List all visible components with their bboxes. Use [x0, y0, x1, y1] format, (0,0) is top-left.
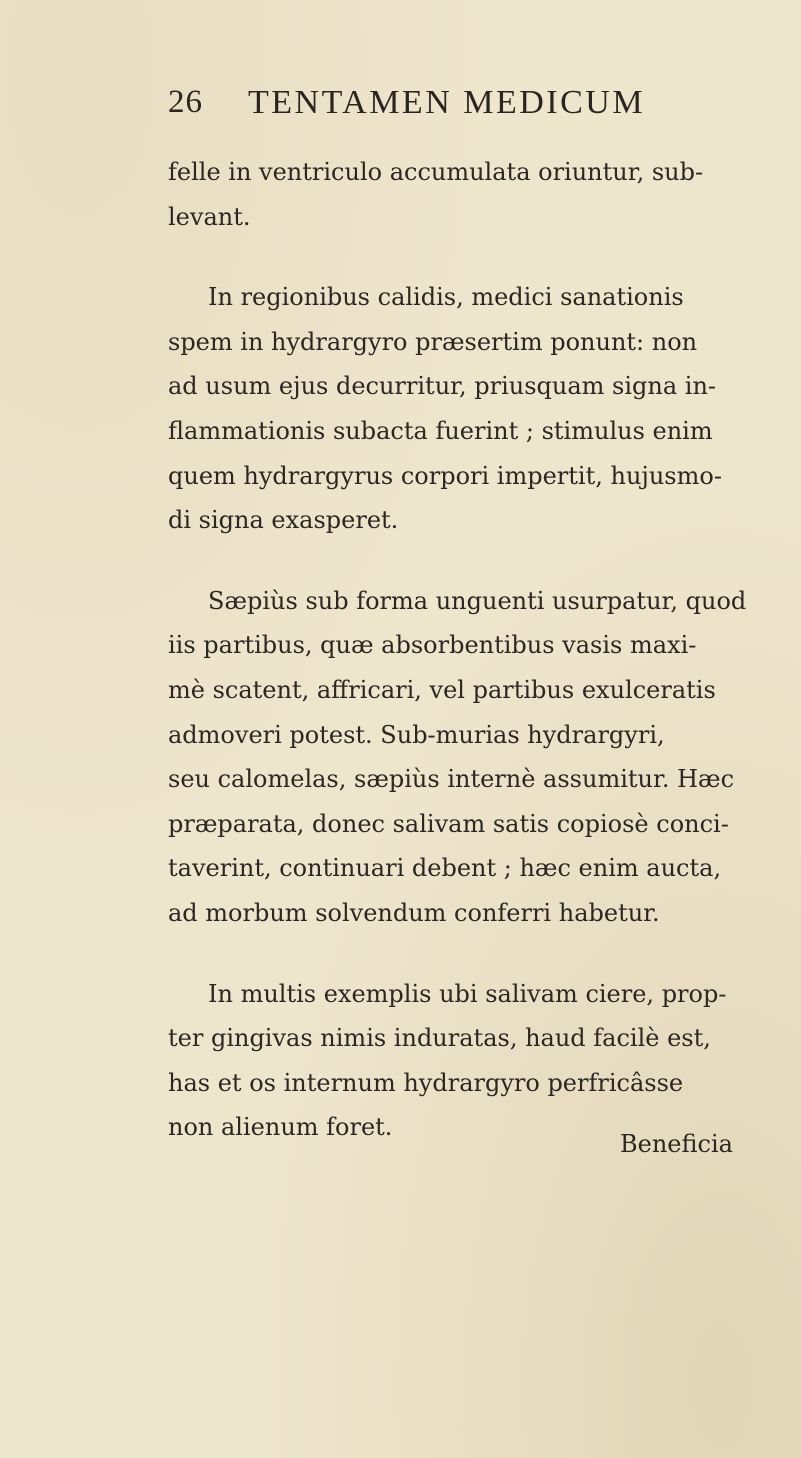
text-line: mè scatent, affricari, vel partibus exulceratis — [168, 675, 716, 704]
text-line: quem hydrargyrus corpori impertit, hujusmo- — [168, 461, 722, 490]
text-line: In regionibus calidis, medici sanationis — [208, 283, 684, 312]
text-line: felle in ventriculo accumulata oriuntur, sub- — [168, 158, 704, 186]
text-line: has et os internum hydrargyro perfricâsse — [168, 1068, 684, 1097]
page-number: 26 — [168, 84, 203, 120]
running-title: TENTAMEN MEDICUM — [248, 84, 646, 121]
text-line: spem in hydrargyro præsertim ponunt: non — [168, 327, 698, 356]
paragraph-1 — [168, 150, 788, 239]
text-line: taverint, continuari debent ; hæc enim aucta, — [168, 854, 722, 883]
text-line: ad usum ejus decurritur, priusquam signa in- — [168, 372, 717, 401]
text-line: admoveri potest. Sub-murias hydrargyri, — [168, 720, 665, 749]
body-text — [168, 150, 788, 1150]
text-line: ad morbum solvendum conferri habetur. — [168, 898, 660, 927]
text-line: di signa exasperet. — [168, 506, 399, 535]
text-line: Sæpiùs sub forma unguenti usurpatur, quod — [208, 586, 747, 615]
text-line: iis partibus, quæ absorbentibus vasis maxi- — [168, 631, 697, 660]
paragraph-2 — [168, 275, 788, 543]
paragraph-3 — [168, 579, 788, 936]
text-line: In multis exemplis ubi salivam ciere, prop- — [208, 979, 727, 1008]
text-line: levant. — [168, 202, 251, 231]
text-line: non alienum foret. — [168, 1113, 393, 1142]
running-head — [168, 84, 728, 134]
catchword: Beneficia — [620, 1130, 733, 1158]
text-line: præparata, donec salivam satis copiosè conci- — [168, 809, 729, 838]
text-line: flammationis subacta fuerint ; stimulus enim — [168, 416, 713, 445]
paragraph-4 — [168, 972, 788, 1150]
text-line: ter gingivas nimis induratas, haud facilè est, — [168, 1024, 711, 1053]
text-line: seu calomelas, sæpiùs internè assumitur. Hæc — [168, 765, 735, 794]
